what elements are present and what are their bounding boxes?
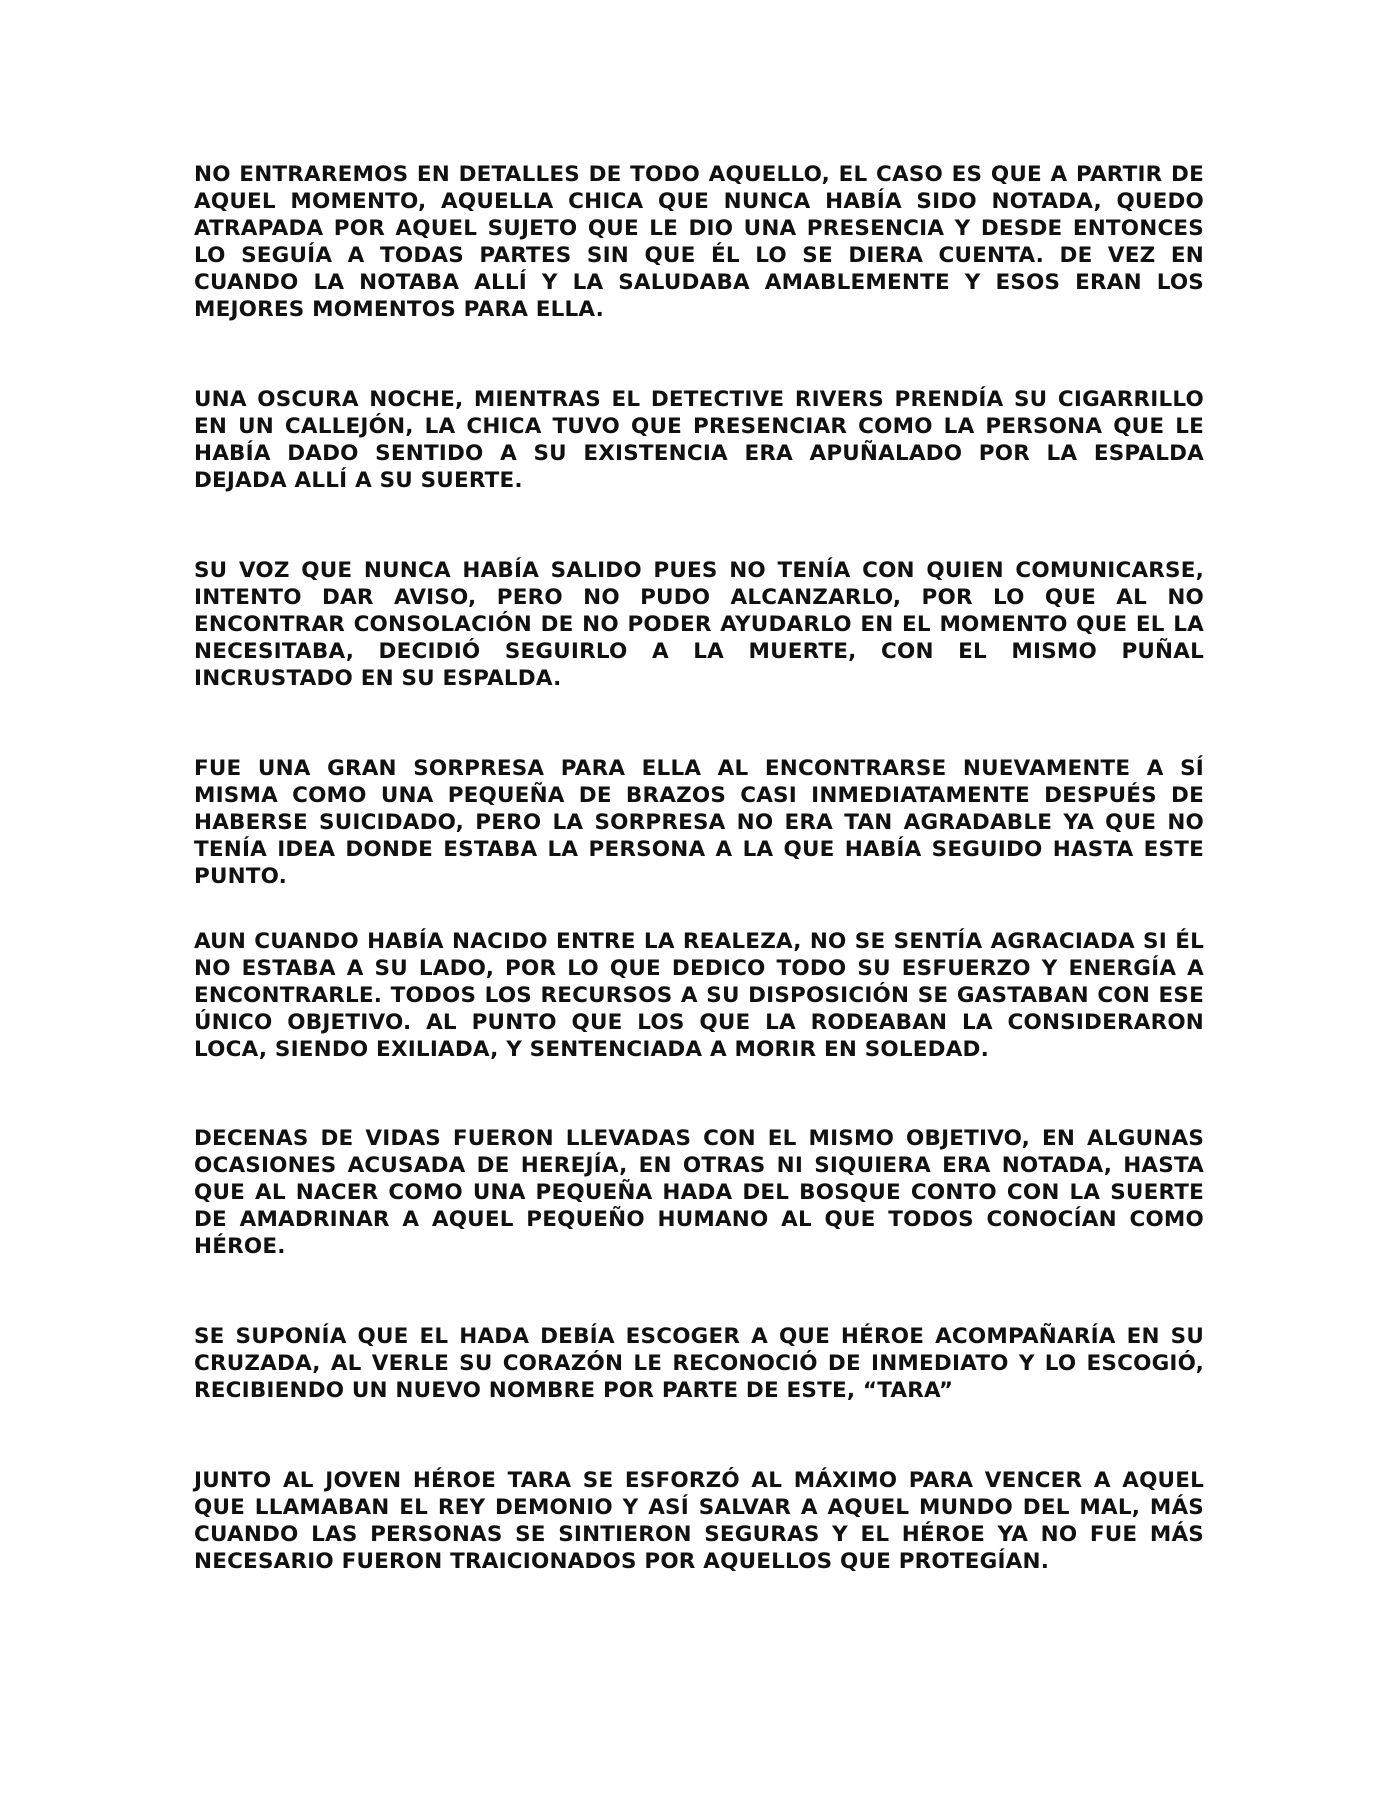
paragraph: SE SUPONÍA QUE EL HADA DEBÍA ESCOGER A QUE HÉROE ACOMPAÑARÍA EN SU CRUZADA, AL VERLE SU CORAZÓN LE RECONOCIÓ DE INMEDIATO Y LO ESCOGIÓ, RECIBIENDO UN NUEVO NOMBRE POR PARTE DE ESTE, “TARA”	[194, 1324, 1204, 1403]
paragraph: DECENAS DE VIDAS FUERON LLEVADAS CON EL MISMO OBJETIVO, EN ALGUNAS OCASIONES ACUSADA DE HEREJÍA, EN OTRAS NI SIQUIERA ERA NOTADA, HASTA QUE AL NACER COMO UNA PEQUEÑA HADA DEL BOSQUE CONTO CON LA SUERTE DE AMADRINAR A AQUEL PEQUEÑO HUMANO AL QUE TODOS CONOCÍAN COMO HÉROE.	[194, 1126, 1204, 1259]
paragraph: AUN CUANDO HABÍA NACIDO ENTRE LA REALEZA, NO SE SENTÍA AGRACIADA SI ÉL NO ESTABA A SU LADO, POR LO QUE DEDICO TODO SU ESFUERZO Y ENERGÍA A ENCONTRARLE. TODOS LOS RECURSOS A SU DISPOSICIÓN SE GASTABAN CON ESE ÚNICO OBJETIVO. AL PUNTO QUE LOS QUE LA RODEABAN LA CONSIDERARON LOCA, SIENDO EXILIADA, Y SENTENCIADA A MORIR EN SOLEDAD.	[194, 929, 1204, 1062]
paragraph: UNA OSCURA NOCHE, MIENTRAS EL DETECTIVE RIVERS PRENDÍA SU CIGARRILLO EN UN CALLEJÓN, LA CHICA TUVO QUE PRESENCIAR COMO LA PERSONA QUE LE HABÍA DADO SENTIDO A SU EXISTENCIA ERA APUÑALADO POR LA ESPALDA DEJADA ALLÍ A SU SUERTE.	[194, 387, 1204, 493]
paragraph: NO ENTRAREMOS EN DETALLES DE TODO AQUELLO, EL CASO ES QUE A PARTIR DE AQUEL MOMENTO, AQUELLA CHICA QUE NUNCA HABÍA SIDO NOTADA, QUEDO ATRAPADA POR AQUEL SUJETO QUE LE DIO UNA PRESENCIA Y DESDE ENTONCES LO SEGUÍA A TODAS PARTES SIN QUE ÉL LO SE DIERA CUENTA. DE VEZ EN CUANDO LA NOTABA ALLÍ Y LA SALUDABA AMABLEMENTE Y ESOS ERAN LOS MEJORES MOMENTOS PARA ELLA.	[194, 162, 1204, 322]
paragraph: FUE UNA GRAN SORPRESA PARA ELLA AL ENCONTRARSE NUEVAMENTE A SÍ MISMA COMO UNA PEQUEÑA DE BRAZOS CASI INMEDIATAMENTE DESPUÉS DE HABERSE SUICIDADO, PERO LA SORPRESA NO ERA TAN AGRADABLE YA QUE NO TENÍA IDEA DONDE ESTABA LA PERSONA A LA QUE HABÍA SEGUIDO HASTA ESTE PUNTO.	[194, 756, 1204, 889]
paragraph: SU VOZ QUE NUNCA HABÍA SALIDO PUES NO TENÍA CON QUIEN COMUNICARSE, INTENTO DAR AVISO, PERO NO PUDO ALCANZARLO, POR LO QUE AL NO ENCONTRAR CONSOLACIÓN DE NO PODER AYUDARLO EN EL MOMENTO QUE EL LA NECESITABA, DECIDIÓ SEGUIRLO A LA MUERTE, CON EL MISMO PUÑAL INCRUSTADO EN SU ESPALDA.	[194, 558, 1204, 691]
paragraph: JUNTO AL JOVEN HÉROE TARA SE ESFORZÓ AL MÁXIMO PARA VENCER A AQUEL QUE LLAMABAN EL REY DEMONIO Y ASÍ SALVAR A AQUEL MUNDO DEL MAL, MÁS CUANDO LAS PERSONAS SE SINTIERON SEGURAS Y EL HÉROE YA NO FUE MÁS NECESARIO FUERON TRAICIONADOS POR AQUELLOS QUE PROTEGÍAN.	[194, 1468, 1204, 1574]
